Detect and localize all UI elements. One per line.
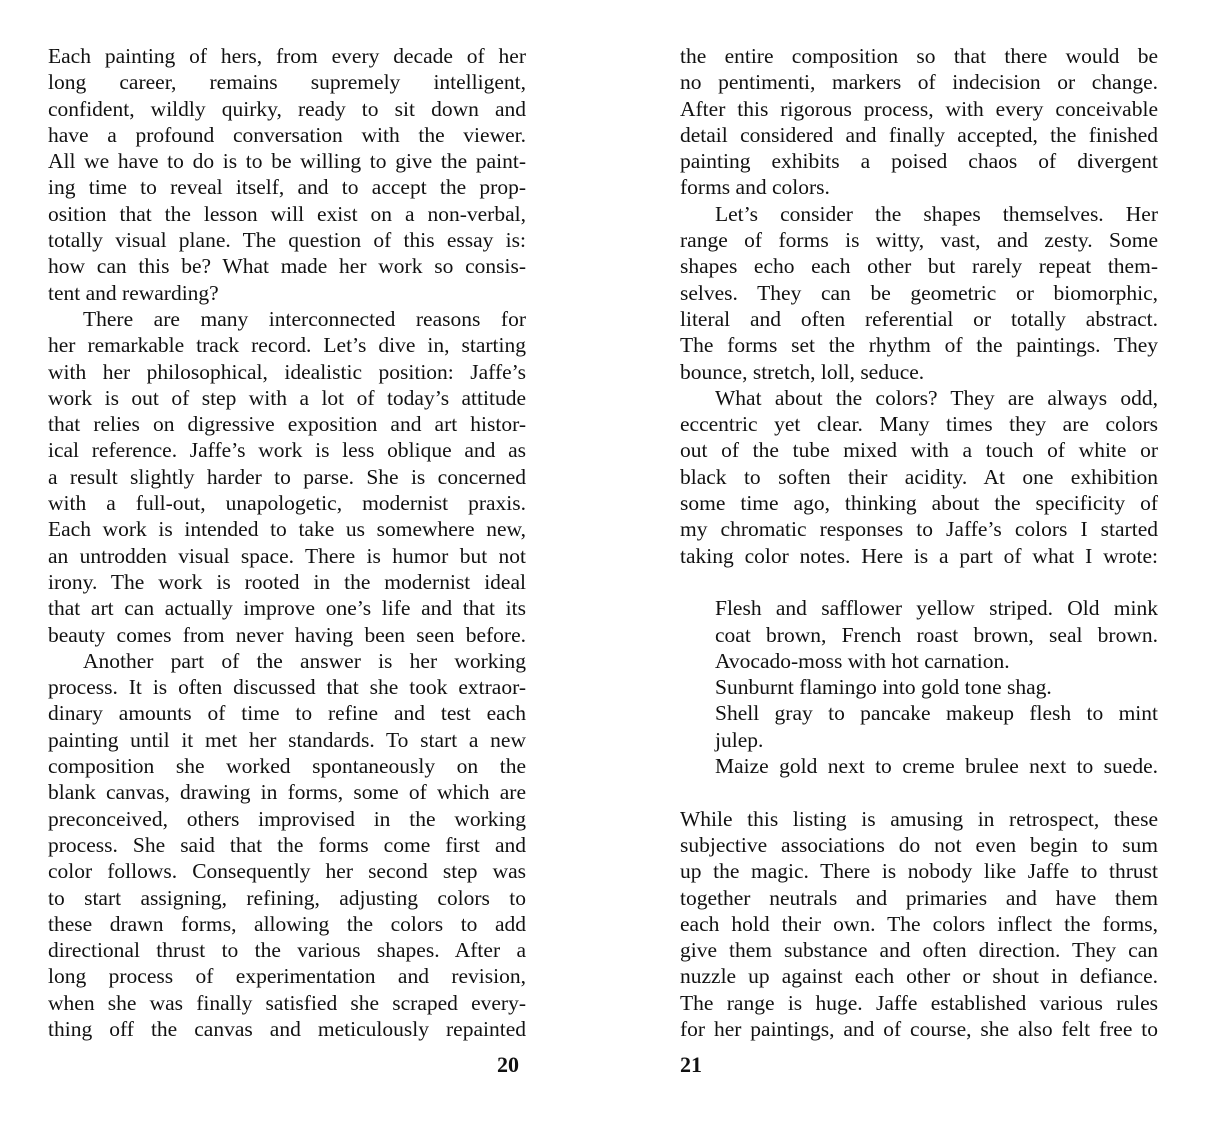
text-line: with her philosophical, idealistic position: Jaffe’s [48, 359, 526, 384]
text-line: There are many interconnected reasons for [83, 306, 526, 331]
text-line: work is out of step with a lot of today’s attitude [48, 385, 526, 410]
text-line: painting exhibits a poised chaos of divergent [680, 149, 1158, 174]
text-line: up the magic. There is nobody like Jaffe to thrust [680, 859, 1158, 884]
text-line: process. She said that the forms come first and [48, 832, 526, 857]
text-line: eccentric yet clear. Many times they are colors [680, 412, 1158, 437]
text-line: the entire composition so that there would be [680, 44, 1158, 68]
text-line: process. It is often discussed that she took extraor- [48, 675, 526, 700]
text-line: black to soften their acidity. At one exhibition [680, 464, 1158, 489]
text-line: The range is huge. Jaffe established various rules [680, 990, 1158, 1015]
text-line: together neutrals and primaries and have them [680, 885, 1158, 910]
note-line: coat brown, French roast brown, seal brown. [715, 622, 1158, 647]
text-line: composition she worked spontaneously on the [48, 754, 526, 779]
text-line: to start assigning, refining, adjusting colors to [48, 885, 526, 910]
text-line: osition that the lesson will exist on a non-verbal, [48, 201, 526, 226]
text-line: totally visual plane. The question of this essay is: [48, 228, 526, 253]
text-line: confident, wildly quirky, ready to sit down and [48, 96, 526, 121]
text-line: ing time to reveal itself, and to accept the prop- [48, 175, 526, 200]
spacer [680, 779, 1158, 805]
text-line: Each work is intended to take us somewhere new, [48, 517, 526, 542]
text-line: my chromatic responses to Jaffe’s colors I started [680, 517, 1158, 542]
text-line: blank canvas, drawing in forms, some of which are [48, 780, 526, 805]
text-line: tent and rewarding? [48, 280, 219, 305]
text-line: no pentimenti, markers of indecision or change. [680, 70, 1158, 95]
text-line: All we have to do is to be willing to give the paint- [48, 149, 526, 174]
text-line: The forms set the rhythm of the paintings. They [680, 333, 1158, 358]
text-line: detail considered and finally accepted, the finished [680, 122, 1158, 147]
text-line: After this rigorous process, with every conceivable [680, 96, 1158, 121]
text-line: for her paintings, and of course, she also felt free to [680, 1016, 1158, 1041]
text-line: beauty comes from never having been seen before. [48, 622, 526, 647]
text-line: a result slightly harder to parse. She is concerned [48, 464, 526, 489]
text-line: nuzzle up against each other or shout in defiance. [680, 964, 1158, 989]
text-line: an untrodden visual space. There is humor but not [48, 543, 526, 568]
text-line: how can this be? What made her work so consis- [48, 254, 526, 279]
page-number-left: 20 [497, 1052, 519, 1077]
text-line: Let’s consider the shapes themselves. Her [715, 201, 1158, 226]
page-number-right: 21 [680, 1052, 702, 1077]
text-line: out of the tube mixed with a touch of white or [680, 438, 1158, 463]
text-line: these drawn forms, allowing the colors to add [48, 911, 526, 936]
text-line: Each painting of hers, from every decade of her [48, 44, 526, 68]
text-line: literal and often referential or totally abstract. [680, 306, 1158, 331]
note-line: Avocado-moss with hot carnation. [715, 648, 1010, 673]
text-line: color follows. Consequently her second step was [48, 859, 526, 884]
text-line: subjective associations do not even begin to sum [680, 832, 1158, 857]
right-page [680, 43, 1158, 1042]
text-line: What about the colors? They are always odd, [715, 385, 1158, 410]
text-line: taking color notes. Here is a part of what I wrote: [680, 543, 1158, 568]
note-line: Flesh and safflower yellow striped. Old mink [715, 596, 1158, 621]
note-line: Shell gray to pancake makeup flesh to mint [715, 701, 1158, 726]
color-notes [680, 595, 1158, 779]
text-line: ical reference. Jaffe’s work is less oblique and as [48, 438, 526, 463]
text-line: some time ago, thinking about the specificity of [680, 491, 1158, 516]
text-line: Another part of the answer is her working [83, 648, 526, 673]
left-page [48, 43, 526, 1042]
text-line: selves. They can be geometric or biomorphic, [680, 280, 1158, 305]
text-line: thing off the canvas and meticulously repainted [48, 1016, 526, 1041]
text-line: forms and colors. [680, 175, 830, 200]
text-line: long process of experimentation and revision, [48, 964, 526, 989]
text-line: her remarkable track record. Let’s dive in, starting [48, 333, 526, 358]
text-line: While this listing is amusing in retrospect, these [680, 806, 1158, 831]
text-line: irony. The work is rooted in the modernist ideal [48, 569, 526, 594]
text-line: give them substance and often direction. They can [680, 938, 1158, 963]
note-line: Sunburnt flamingo into gold tone shag. [715, 675, 1052, 700]
text-line: bounce, stretch, loll, seduce. [680, 359, 925, 384]
text-line: directional thrust to the various shapes. After a [48, 938, 526, 963]
text-line: have a profound conversation with the viewer. [48, 122, 526, 147]
note-line: julep. [715, 727, 764, 752]
note-line: Maize gold next to creme brulee next to suede. [715, 754, 1158, 779]
text-line: with a full-out, unapologetic, modernist praxis. [48, 491, 526, 516]
text-line: range of forms is witty, vast, and zesty. Some [680, 228, 1158, 253]
text-line: when she was finally satisfied she scraped every- [48, 990, 526, 1015]
text-line: that art can actually improve one’s life and that its [48, 596, 526, 621]
text-line: painting until it met her standards. To start a new [48, 727, 526, 752]
text-line: long career, remains supremely intelligent, [48, 70, 526, 95]
text-line: that relies on digressive exposition and art histor- [48, 412, 526, 437]
spacer [680, 569, 1158, 595]
text-line: each hold their own. The colors inflect the forms, [680, 911, 1158, 936]
text-line: shapes echo each other but rarely repeat them- [680, 254, 1158, 279]
text-line: dinary amounts of time to refine and test each [48, 701, 526, 726]
text-line: preconceived, others improvised in the working [48, 806, 526, 831]
